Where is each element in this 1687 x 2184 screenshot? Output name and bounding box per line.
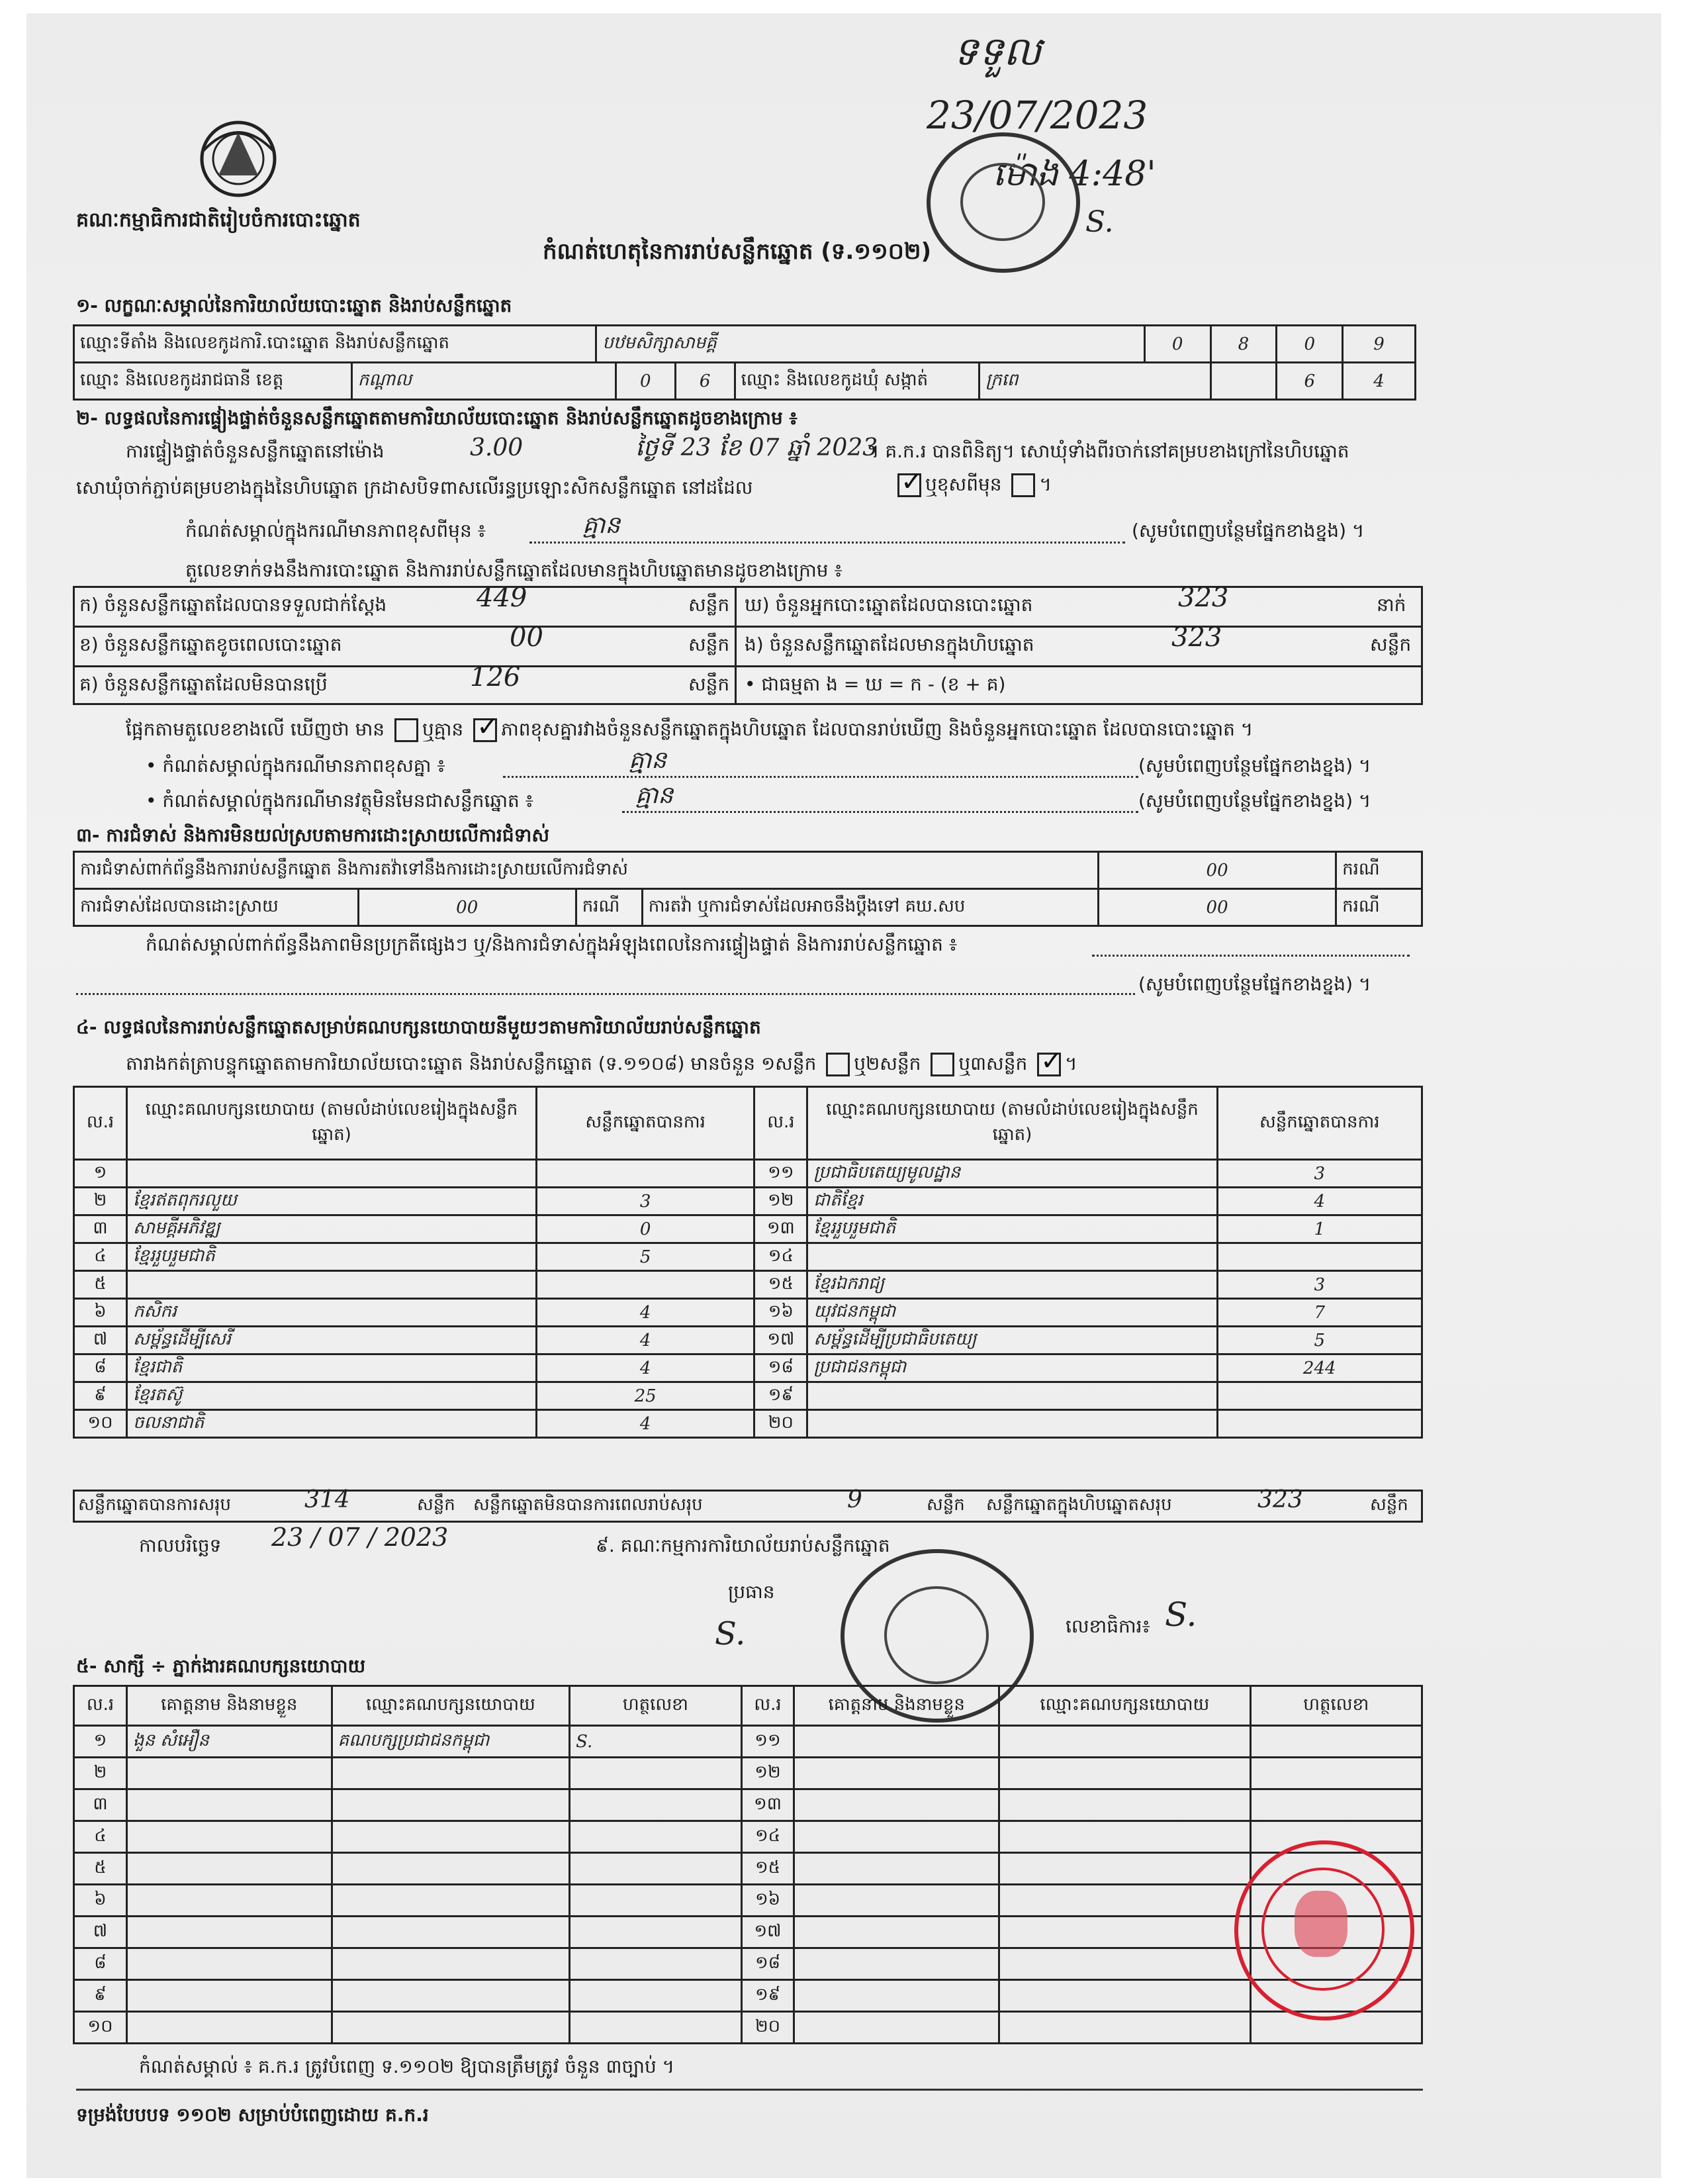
reconcile-time-label: ការផ្ទៀងផ្ទាត់ចំនួនសន្លឹកឆ្នោតនៅម៉ោង	[126, 440, 385, 462]
box-total-label: សន្លឹកឆ្នោតក្នុងហិបឆ្នោតសរុប	[986, 1495, 1172, 1515]
reconcile-note: ។ គ.ក.រ បានពិនិត្យ។ សោឃុំទាំងពីរចាក់នៅគម្របខាងក្រៅនៃហិបឆ្នោត	[867, 440, 1349, 462]
discrepancy-yes-checkbox[interactable]	[394, 718, 418, 742]
table-row: ៧ ១៧	[74, 1917, 1422, 1948]
secretary-signature: S.	[1165, 1595, 1197, 1634]
col-votes-right: សន្លឹកឆ្នោតបានការ	[1217, 1087, 1422, 1160]
valid-total-label: សន្លឹកឆ្នោតបានការសរុប	[78, 1495, 232, 1515]
seal-intact-checkbox[interactable]	[897, 473, 921, 497]
invalid-note-value: គ្មាន	[635, 782, 674, 809]
party-results-table	[73, 1086, 1423, 1439]
province-label: ឈ្មោះ និងលេខកូដរាជធានី ខេត្ត	[74, 363, 352, 400]
invalid-total-unit: សន្លឹក	[927, 1495, 965, 1515]
formula: • ជាធម្មតា ង = ឃ = ក - (ខ + គ)	[745, 673, 1006, 695]
agents-col-name-left: គោត្តនាម និងនាមខ្លួន	[126, 1686, 332, 1726]
chair-label: ប្រធាន	[728, 1581, 775, 1603]
signing-date-value: 23 / 07 / 2023	[271, 1523, 449, 1552]
received-date: 23/07/2023	[927, 93, 1148, 138]
agents-col-party-right: ឈ្មោះគណបក្សនយោបាយ	[999, 1686, 1251, 1726]
nec-emblem-icon	[189, 113, 288, 199]
province-name: កណ្ដាល	[351, 363, 616, 400]
other-note-value: គ្មាន	[582, 512, 621, 539]
invalid-total-value: 9	[847, 1486, 862, 1513]
committee-name: គណៈកម្មាធិការជាតិរៀបចំការបោះឆ្នោត	[76, 209, 361, 232]
polling-station-table	[73, 324, 1416, 363]
table-row: ៤ ១៤	[74, 1821, 1422, 1853]
seal-check-label: សោឃុំចាក់ភ្ជាប់គម្របខាងក្នុងនៃហិបឆ្នោត ក្រដាសបិទពាសលើរន្ធប្រឡោះសិកសន្លឹកឆ្នោត នៅដដែល	[76, 477, 753, 499]
section-1-heading: ១- លក្ខណៈសម្គាល់នៃការិយាល័យបោះឆ្នោត និងរាប់សន្លឹកឆ្នោត	[76, 295, 512, 316]
table-row: ៣ សាមគ្គីអភិវឌ្ឍ 0 ១៣ ខ្មែររួបរួមជាតិ 1	[74, 1215, 1422, 1243]
table-row: ១០ ២០	[74, 2012, 1422, 2044]
chair-signature: S.	[715, 1615, 746, 1652]
agents-col-no-left: ល.រ	[74, 1686, 127, 1726]
complaints-unit-2: ករណី	[576, 889, 642, 926]
footer-form-code: ទម្រង់បែបបទ ១១០២ សម្រាប់បំពេញដោយ គ.ក.រ	[76, 2104, 429, 2126]
section-5-heading: ៥- សាក្សី ÷ ភ្នាក់ងារគណបក្សនយោបាយ	[76, 1655, 366, 1677]
voters-unit: នាក់	[1377, 594, 1406, 616]
received-time: ម៉ោង 4:48'	[993, 154, 1156, 194]
commune-digit-2: 6	[1277, 363, 1343, 400]
table-row: ១០ ចលនាជាតិ 4 ២០	[74, 1410, 1422, 1438]
ballots-unit-1: សន្លឹក	[688, 594, 730, 616]
complaints-forwarded-label: ការតវ៉ា ឬការជំទាស់ដែលអាចនឹងប្ដឹងទៅ គឃ.សប	[642, 889, 1098, 926]
section-4-heading: ៤- លទ្ធផលនៃការរាប់សន្លឹកឆ្នោតសម្រាប់គណបក្សនយោបាយនីមួយៗតាមការិយាល័យរាប់សន្លឹកឆ្នោត	[76, 1016, 761, 1038]
complaints-table	[73, 851, 1423, 927]
section-2-heading: ២- លទ្ធផលនៃការផ្ទៀងផ្ទាត់ចំនួនសន្លឹកឆ្នោតតាមការិយាល័យបោះឆ្នោត និងរាប់សន្លឹកឆ្នោតដូចខាងក្រោម ៖	[76, 407, 798, 429]
table-row: ៦ ១៦	[74, 1885, 1422, 1917]
complaints-resolved-value: 00	[358, 889, 576, 926]
reconcile-time-value: 3.00	[470, 434, 524, 461]
received-note: ទទួល	[953, 28, 1042, 75]
discrepancy-label: ផ្អែកតាមតួលេខខាងលើ ឃើញថា មាន ឬគ្មាន ✓ ភាពខុសគ្នារវាងចំនួនសន្លឹកឆ្នោតក្នុងហិបឆ្នោត ដែលបានរាប់ឃើញ និងចំនួនអ្នកបោះឆ្នោត ដែលបានបោះឆ្នោត ។	[126, 718, 1253, 742]
reconcile-date-value: ថ្ងៃទី 23 ខែ 07 ឆ្នាំ 2023	[635, 434, 878, 461]
col-party-left: ឈ្មោះគណបក្សនយោបាយ (តាមលំដាប់លេខរៀងក្នុងសន្លឹកឆ្នោត)	[126, 1087, 536, 1160]
ballots-unit-4: សន្លឹក	[688, 673, 730, 695]
table-row: ១ ១១ ប្រជាធិបតេយ្យមូលដ្ឋាន 3	[74, 1160, 1422, 1188]
complaints-unit-3: ករណី	[1336, 889, 1422, 926]
box-total-unit: សន្លឹក	[1370, 1495, 1408, 1515]
signing-date-label: កាលបរិច្ឆេទ	[139, 1535, 222, 1556]
agents-col-party-left: ឈ្មោះគណបក្សនយោបាយ	[332, 1686, 570, 1726]
polling-station-name: បឋមសិក្សាសាមគ្គី	[596, 326, 1144, 363]
ballots-received-value: 449	[477, 583, 527, 613]
col-no-right: ល.រ	[754, 1087, 807, 1160]
party-agents-table	[73, 1685, 1423, 2044]
table-row: ៣ ១៣	[74, 1789, 1422, 1821]
province-commune-table	[73, 361, 1416, 401]
table-row: ៨ ១៨	[74, 1948, 1422, 1980]
tally-sheet-label: តារាងកត់ត្រាបន្ទុកឆ្នោតតាមការិយាល័យបោះឆ្នោត និងរាប់សន្លឹកឆ្នោត (ទ.១១០៨) មានចំនួន ១សន្លឹក ឬ២សន្លឹក ឬ៣សន្លឹក ✓ ។	[126, 1053, 1077, 1076]
voters-voted-value: 323	[1178, 583, 1229, 613]
province-digit-1: 0	[616, 363, 675, 400]
table-row: ២ ១២	[74, 1758, 1422, 1789]
one-sheet-checkbox[interactable]	[826, 1053, 850, 1076]
table-row: ៤ ខ្មែររួបរួមជាតិ 5 ១៤	[74, 1243, 1422, 1271]
discrepancy-no-checkbox[interactable]	[473, 718, 497, 742]
counts-intro: តួលេខទាក់ទងនឹងការបោះឆ្នោត និងការរាប់សន្លឹកឆ្នោតដែលមានក្នុងហិបឆ្នោតមានដូចខាងក្រោម ៖	[185, 559, 843, 581]
other-note-hint: (សូមបំពេញបន្ថែមផ្នែកខាងខ្នង) ។	[1132, 520, 1365, 542]
agents-col-name-right: គោត្តនាម និងនាមខ្លួន	[794, 1686, 999, 1726]
totals-row	[73, 1490, 1423, 1523]
station-digit-4: 9	[1343, 326, 1416, 363]
table-row: ៩ ខ្មែរតស៊ូ 25 ១៩	[74, 1382, 1422, 1410]
agents-col-sign-left: ហត្ថលេខា	[570, 1686, 741, 1726]
table-row: ១ ងួន សំអឿន គណបក្សប្រជាជនកម្ពុជា S. ១១	[74, 1726, 1422, 1758]
invalid-note-label: • កំណត់សម្គាល់ក្នុងករណីមានវត្ថុមិនមែនជាសន្លឹកឆ្នោត ៖	[146, 790, 533, 812]
table-row: ៩ ១៩	[74, 1980, 1422, 2012]
ballots-spoiled-value: 00	[510, 622, 543, 653]
invalid-note-hint: (សូមបំពេញបន្ថែមផ្នែកខាងខ្នង) ។	[1138, 790, 1371, 812]
other-note-label: កំណត់សម្គាល់ក្នុងករណីមានភាពខុសពីមុន ៖	[185, 520, 486, 542]
secretary-label: លេខាធិការ៖	[1066, 1615, 1150, 1637]
ballots-unit-2: សន្លឹក	[688, 634, 730, 655]
form-title: កំណត់ហេតុនៃការរាប់សន្លឹកឆ្នោត (ទ.១១០២)	[543, 238, 932, 265]
table-row: ៦ កសិករ 4 ១៦ យុវជនកម្ពុជា 7	[74, 1299, 1422, 1327]
discrepancy-note-value: គ្មាន	[629, 747, 667, 774]
footer-divider	[76, 2089, 1423, 2091]
valid-total-value: 314	[304, 1486, 350, 1513]
two-sheet-checkbox[interactable]	[931, 1053, 954, 1076]
section-3-note-label: កំណត់សម្គាល់ពាក់ព័ន្ធនឹងភាពមិនប្រក្រតីផ្សេងៗ ឬ/និងការជំទាស់ក្នុងអំឡុងពេលនៃការផ្ទៀងផ្ទាត់ និងការរាប់សន្លឹកឆ្នោត ៖	[146, 933, 958, 955]
agents-col-sign-right: ហត្ថលេខា	[1250, 1686, 1422, 1726]
section-3-note-hint: (សូមបំពេញបន្ថែមផ្នែកខាងខ្នង) ។	[1138, 973, 1371, 995]
ballots-in-box-label: ង) ចំនួនសន្លឹកឆ្នោតដែលមានក្នុងហិបឆ្នោត	[745, 634, 1034, 655]
col-votes-left: សន្លឹកឆ្នោតបានការ	[536, 1087, 754, 1160]
voters-voted-label: ឃ) ចំនួនអ្នកបោះឆ្នោតដែលបានបោះឆ្នោត	[745, 594, 1033, 616]
table-row: ២ ខ្មែរឥតពុករលួយ 3 ១២ ជាតិខ្មែរ 4	[74, 1188, 1422, 1215]
col-party-right: ឈ្មោះគណបក្សនយោបាយ (តាមលំដាប់លេខរៀងក្នុងសន្លឹកឆ្នោត)	[807, 1087, 1217, 1160]
station-digit-2: 8	[1210, 326, 1277, 363]
valid-total-unit: សន្លឹក	[417, 1495, 455, 1515]
box-total-value: 323	[1257, 1486, 1303, 1513]
col-no-left: ល.រ	[74, 1087, 127, 1160]
ballots-unused-label: គ) ចំនួនសន្លឹកឆ្នោតដែលមិនបានប្រើ	[79, 673, 328, 695]
red-official-stamp	[1234, 1840, 1414, 2020]
section-3-heading: ៣- ការជំទាស់ និងការមិនយល់ស្របតាមការដោះស្រាយលើការជំទាស់	[76, 824, 549, 846]
seal-broken-checkbox[interactable]	[1011, 473, 1035, 497]
complaints-total-label: ការជំទាស់ពាក់ព័ន្ធនឹងការរាប់សន្លឹកឆ្នោត និងការតវ៉ាទៅនឹងការដោះស្រាយលើការជំទាស់	[74, 852, 1099, 889]
footer-note: កំណត់សម្គាល់ ៖ គ.ក.រ ត្រូវបំពេញ ទ.១១០២ ឱ្យបានត្រឹមត្រូវ ចំនួន ៣ច្បាប់ ។	[139, 2056, 675, 2077]
province-digit-2: 6	[675, 363, 735, 400]
complaints-resolved-label: ការជំទាស់ដែលបានដោះស្រាយ	[74, 889, 359, 926]
table-row: ៥ ១៥ ខ្មែរឯករាជ្យ 3	[74, 1271, 1422, 1299]
station-digit-3: 0	[1277, 326, 1343, 363]
table-row: ៥ ១៥	[74, 1853, 1422, 1885]
ballots-spoiled-label: ខ) ចំនួនសន្លឹកឆ្នោតខូចពេលបោះឆ្នោត	[79, 634, 342, 655]
ballots-unit-3: សន្លឹក	[1370, 634, 1412, 655]
commune-digit-1	[1210, 363, 1277, 400]
ballots-unused-value: 126	[470, 662, 521, 692]
commune-name: ក្រពេ	[980, 363, 1210, 400]
discrepancy-note-hint: (សូមបំពេញបន្ថែមផ្នែកខាងខ្នង) ។	[1138, 755, 1371, 777]
station-digit-1: 0	[1144, 326, 1210, 363]
complaints-unit-1: ករណី	[1336, 852, 1422, 889]
complaints-forwarded-value: 00	[1099, 889, 1336, 926]
official-stamp-top	[927, 132, 1080, 273]
commune-digit-3: 4	[1343, 363, 1416, 400]
received-signature: S.	[1085, 205, 1114, 239]
ballots-in-box-value: 323	[1171, 622, 1222, 653]
seal-options: ✓ ឬខុសពីមុន ។	[893, 473, 1052, 497]
polling-station-label: ឈ្មោះទីតាំង និងលេខកូដការិ.បោះឆ្នោត និងរាប់សន្លឹកឆ្នោត	[74, 326, 596, 363]
table-row: ៨ ខ្មែរជាតិ 4 ១៨ ប្រជាជនកម្ពុជា 244	[74, 1354, 1422, 1382]
invalid-total-label: សន្លឹកឆ្នោតមិនបានការពេលរាប់សរុប	[473, 1495, 703, 1515]
agents-col-no-right: ល.រ	[741, 1686, 794, 1726]
complaints-total-value: 00	[1099, 852, 1336, 889]
table-row: ៧ សម្ព័ន្ធដើម្បីសេរី 4 ១៧ សម្ព័ន្ធដើម្បីប្រជាធិបតេយ្យ 5	[74, 1327, 1422, 1354]
commune-label: ឈ្មោះ និងលេខកូដឃុំ សង្កាត់	[735, 363, 980, 400]
three-sheet-checkbox[interactable]	[1037, 1053, 1061, 1076]
discrepancy-note-label: • កំណត់សម្គាល់ក្នុងករណីមានភាពខុសគ្នា ៖	[146, 755, 445, 777]
count-committee-label: ៩. គណៈកម្មការការិយាល័យរាប់សន្លឹកឆ្នោត	[596, 1535, 890, 1556]
ballots-received-label: ក) ចំនួនសន្លឹកឆ្នោតដែលបានទទួលជាក់ស្ដែង	[79, 594, 387, 616]
